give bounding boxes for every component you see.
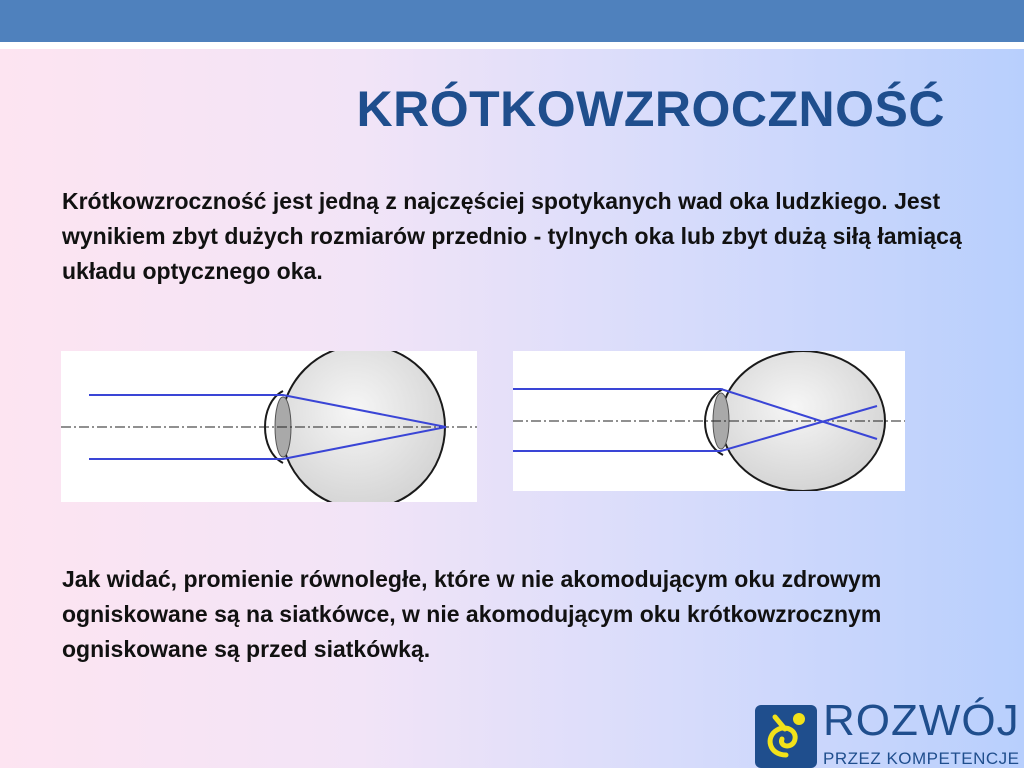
logo-subtitle: PRZEZ KOMPETENCJE (823, 749, 1020, 768)
slide-title: KRÓTKOWZROCZNOŚĆ (356, 81, 945, 137)
intro-paragraph: Krótkowzroczność jest jedną z najczęściej spotykanych wad oka ludzkiego. Jest wynikiem zbyt dużych rozmiarów przednio - tylnych oka lub zbyt dużą siłą łamiącą układu optycznego oka. (62, 188, 962, 284)
conclusion-paragraph: Jak widać, promienie równoległe, które w nie akomodującym oku zdrowym ogniskowane są na siatkówce, w nie akomodującym oku krótkowzrocznym ogniskowane są przed siatkówką. (62, 566, 882, 662)
myopic-eye-diagram (513, 351, 905, 491)
logo-word: ROZWÓJ (823, 696, 1020, 745)
healthy-eye-diagram (61, 351, 477, 502)
logo-mark-icon (755, 705, 817, 768)
top-bar (0, 0, 1024, 42)
rozwoj-logo (755, 696, 1024, 768)
